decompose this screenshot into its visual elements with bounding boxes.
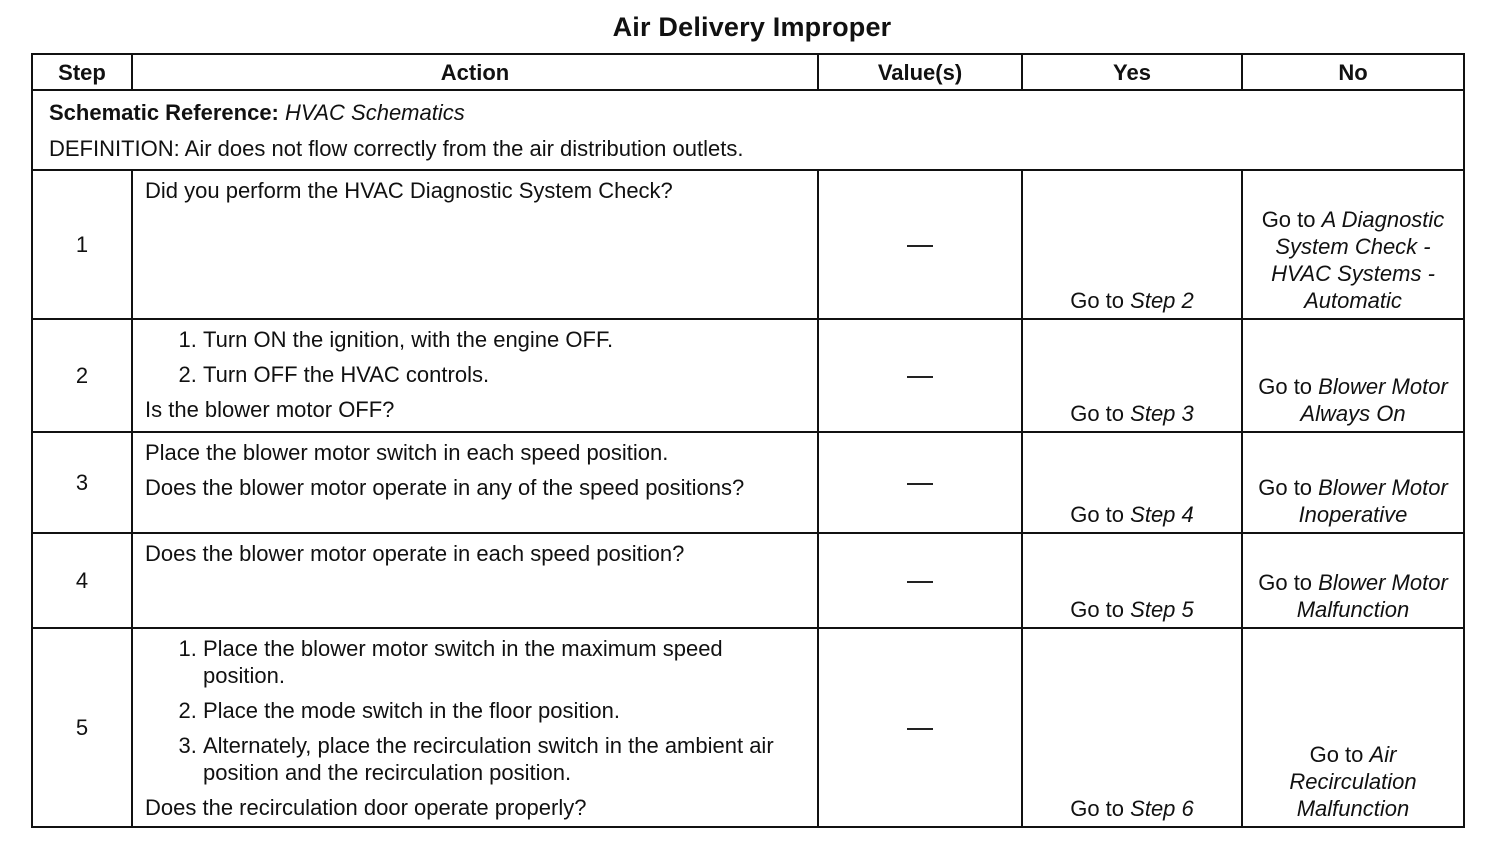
- yes-cell: [1022, 628, 1242, 827]
- yes-step-link[interactable]: Step 3: [1130, 401, 1194, 426]
- no-value-dash: [907, 483, 933, 485]
- action-list-item: 1. Turn ON the ignition, with the engine OFF.: [203, 326, 805, 353]
- yes-prefix: Go to: [1070, 401, 1125, 426]
- yes-step-link[interactable]: Step 4: [1130, 502, 1194, 527]
- action-list-item: 1. Place the blower motor switch in the maximum speed position.: [203, 635, 805, 689]
- action-question: Does the recirculation door operate properly?: [145, 795, 587, 820]
- no-procedure-link[interactable]: Blower Motor Inoperative: [1298, 475, 1448, 527]
- action-list-item: 2. Turn OFF the HVAC controls.: [203, 361, 805, 388]
- value-cell: [818, 319, 1022, 432]
- action-list-item: 3. Alternately, place the recirculation switch in the ambient air position and the recirculation position.: [203, 732, 805, 786]
- action-intro: Place the blower motor switch in each speed position.: [145, 440, 669, 465]
- page-title: Air Delivery Improper: [612, 12, 892, 42]
- action-list: [145, 326, 805, 388]
- action-question: Is the blower motor OFF?: [145, 397, 395, 422]
- action-cell: [132, 170, 818, 319]
- no-cell: [1242, 319, 1464, 432]
- schematic-reference: [49, 95, 1447, 131]
- no-prefix: Go to: [1258, 374, 1313, 399]
- schematic-label: Schematic Reference:: [49, 100, 279, 125]
- no-prefix: Go to: [1261, 207, 1316, 232]
- value-cell: [818, 432, 1022, 533]
- no-procedure-link[interactable]: Blower Motor Malfunction: [1296, 570, 1448, 622]
- step-number: 4: [32, 533, 132, 628]
- value-cell: [818, 533, 1022, 628]
- step-number: 1: [32, 170, 132, 319]
- no-procedure-link[interactable]: A Diagnostic System Check - HVAC Systems - Automatic: [1271, 207, 1445, 313]
- action-cell: [132, 432, 818, 533]
- yes-step-link[interactable]: Step 6: [1130, 796, 1194, 821]
- no-prefix: Go to: [1309, 742, 1364, 767]
- action-cell: [132, 533, 818, 628]
- table-row: [32, 319, 1464, 432]
- yes-step-link[interactable]: Step 5: [1130, 597, 1194, 622]
- no-value-dash: [907, 376, 933, 378]
- header-row: [32, 54, 1464, 90]
- action-cell: [132, 319, 818, 432]
- header-yes: Yes: [1022, 54, 1242, 90]
- no-procedure-link[interactable]: Air Recirculation Malfunction: [1289, 742, 1417, 821]
- step-number: 3: [32, 432, 132, 533]
- yes-prefix: Go to: [1070, 796, 1125, 821]
- table-row: [32, 533, 1464, 628]
- no-cell: [1242, 533, 1464, 628]
- step-number: 2: [32, 319, 132, 432]
- table-row: [32, 628, 1464, 827]
- no-cell: [1242, 432, 1464, 533]
- yes-cell: [1022, 319, 1242, 432]
- no-value-dash: [907, 581, 933, 583]
- action-question: Does the blower motor operate in any of the speed positions?: [145, 475, 745, 500]
- action-question: Does the blower motor operate in each speed position?: [145, 541, 685, 566]
- no-prefix: Go to: [1258, 475, 1313, 500]
- action-list-item: 2. Place the mode switch in the floor position.: [203, 697, 805, 724]
- no-procedure-link[interactable]: Blower Motor Always On: [1300, 374, 1448, 426]
- no-cell: [1242, 170, 1464, 319]
- yes-prefix: Go to: [1070, 288, 1125, 313]
- yes-cell: [1022, 432, 1242, 533]
- no-value-dash: [907, 245, 933, 247]
- info-row: [32, 90, 1464, 170]
- action-list: [145, 635, 805, 786]
- no-value-dash: [907, 728, 933, 730]
- info-cell: [32, 90, 1464, 170]
- diagnostic-table: [31, 53, 1465, 828]
- header-action: Action: [132, 54, 818, 90]
- table-row: [32, 170, 1464, 319]
- value-cell: [818, 170, 1022, 319]
- yes-cell: [1022, 533, 1242, 628]
- schematic-link[interactable]: HVAC Schematics: [285, 100, 465, 125]
- action-question: Did you perform the HVAC Diagnostic System Check?: [145, 178, 673, 203]
- value-cell: [818, 628, 1022, 827]
- no-cell: [1242, 628, 1464, 827]
- header-no: No: [1242, 54, 1464, 90]
- step-number: 5: [32, 628, 132, 827]
- action-cell: [132, 628, 818, 827]
- definition-text: DEFINITION: Air does not flow correctly from the air distribution outlets.: [49, 136, 744, 161]
- yes-prefix: Go to: [1070, 502, 1125, 527]
- table-row: [32, 432, 1464, 533]
- no-prefix: Go to: [1258, 570, 1313, 595]
- header-values: Value(s): [818, 54, 1022, 90]
- yes-cell: [1022, 170, 1242, 319]
- header-step: Step: [32, 54, 132, 90]
- yes-prefix: Go to: [1070, 597, 1125, 622]
- yes-step-link[interactable]: Step 2: [1130, 288, 1194, 313]
